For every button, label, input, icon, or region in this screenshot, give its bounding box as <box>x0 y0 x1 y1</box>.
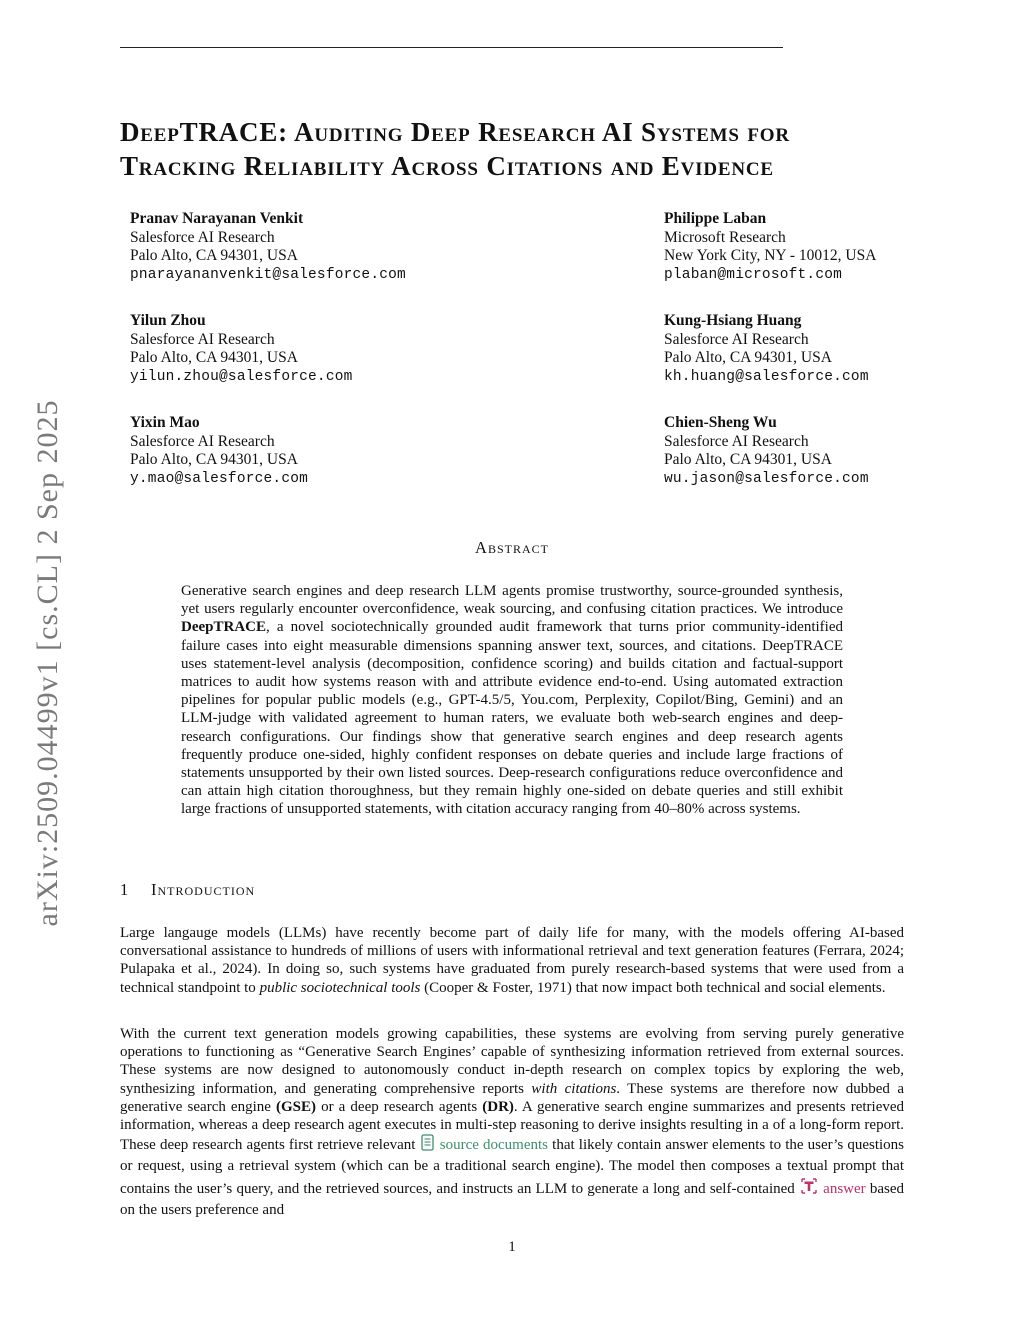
page-number: 1 <box>508 1239 516 1255</box>
author-3 <box>130 312 470 386</box>
abstract-text: , a novel sociotechnically grounded audit framework that turns prior community-identified failure cases into eight measurable dimensions spanning answer text, sources, and citations. DeepTRACE uses statement-level analysis (decomposition, confidence scoring) and builds citation and factual-support matrices to audit how systems reason with and attribute evidence end-to-end. Using automated extraction pipelines for popular public models (e.g., GPT-4.5/5, You.com, Perplexity, Copilot/Bing, Gemini) and an LLM-judge with validated agreement to human raters, we evaluate both web-search engines and deep-research configurations. Our findings show that generative search engines and deep research agents frequently produce one-sided, highly confident responses on debate queries and include large fractions of statements unsupported by their own listed sources. Deep-research configurations reduce overconfidence and can attain high citation thoroughness, but they remain highly one-sided on debate queries and still exhibit large fractions of unsupported statements, with citation accuracy ranging from 40–80% across systems. <box>181 619 843 818</box>
paragraph-text: Large langauge models (LLMs) have recently become part of daily life for many, with the models offering AI-based conversational assistance to hundreds of millions of users with informational retrieval and text generation features (Ferrara, 2024; Pulapaka et al., 2024). In doing so, such systems have graduated from purely research-based systems that were used from a technical standpoint to <box>120 925 904 996</box>
arxiv-identifier[interactable]: arXiv:2509.04499v1 [cs.CL] 2 Sep 2025 <box>31 399 64 927</box>
author-affiliation: Salesforce AI Research <box>664 330 809 348</box>
title-line-1: DeepTRACE: Auditing Deep Research AI Systems for <box>120 117 790 147</box>
source-documents-link[interactable]: source documents <box>439 1137 549 1154</box>
author-name: Yixin Mao <box>130 414 200 431</box>
author-email[interactable]: pnarayananvenkit@salesforce.com <box>130 266 406 283</box>
paper-title <box>120 115 920 183</box>
dr-term: (DR) <box>482 1098 514 1115</box>
top-rule <box>120 47 783 48</box>
author-email[interactable]: plaban@microsoft.com <box>664 266 843 283</box>
author-email[interactable]: kh.huang@salesforce.com <box>664 368 869 385</box>
paragraph-text: (Cooper & Foster, 1971) that now impact both technical and social elements. <box>420 979 886 996</box>
author-affiliation: Microsoft Research <box>664 228 786 246</box>
paragraph-text: based on the users preference and <box>120 1180 905 1218</box>
paragraph-text: that likely contain answer elements to the user’s questions or request, using a retrieval system (which can be a traditional search engine). The model then composes a textual prompt that contains the user’s query, and the retrieved sources, and instructs an LLM to generate a long and self-contained <box>120 1137 905 1197</box>
gse-term: (GSE) <box>276 1098 317 1115</box>
author-address: Palo Alto, CA 94301, USA <box>130 451 298 468</box>
answer-link[interactable]: answer <box>823 1180 866 1197</box>
author-address: Palo Alto, CA 94301, USA <box>130 349 298 366</box>
author-4 <box>664 312 1004 386</box>
section-title: Introduction <box>151 880 256 899</box>
author-affiliation: Salesforce AI Research <box>130 432 275 450</box>
author-address: Palo Alto, CA 94301, USA <box>664 349 832 366</box>
author-address: New York City, NY - 10012, USA <box>664 247 877 264</box>
author-name: Philippe Laban <box>664 210 767 227</box>
intro-paragraph-1 <box>120 924 904 997</box>
paragraph-italic: with citations <box>531 1080 617 1097</box>
intro-paragraph-2 <box>120 1025 904 1219</box>
author-5 <box>130 414 470 488</box>
author-affiliation: Salesforce AI Research <box>664 432 809 450</box>
author-address: Palo Alto, CA 94301, USA <box>130 247 298 264</box>
paragraph-italic: public sociotechnical tools <box>259 979 421 996</box>
document-stack-icon <box>420 1134 436 1157</box>
author-email[interactable]: yilun.zhou@salesforce.com <box>130 368 353 385</box>
section-heading <box>120 880 255 900</box>
abstract-text: Generative search engines and deep research LLM agents promise trustworthy, source-grounded synthesis, yet users regularly encounter overconfidence, weak sourcing, and confusing citation practices. We introduce <box>181 583 843 618</box>
abstract-body <box>181 582 843 819</box>
abstract-bold-term: DeepTRACE <box>181 619 266 636</box>
author-6 <box>664 414 1004 488</box>
text-answer-icon <box>799 1176 819 1201</box>
author-2 <box>664 210 1004 284</box>
author-address: Palo Alto, CA 94301, USA <box>664 451 832 468</box>
author-name: Pranav Narayanan Venkit <box>130 210 304 227</box>
author-affiliation: Salesforce AI Research <box>130 228 275 246</box>
abstract-heading: Abstract <box>475 538 549 557</box>
author-email[interactable]: y.mao@salesforce.com <box>130 470 309 487</box>
author-name: Chien-Sheng Wu <box>664 414 777 431</box>
paragraph-text: or a deep research agents <box>316 1098 483 1115</box>
title-line-2: Tracking Reliability Across Citations and Evidence <box>120 151 774 181</box>
section-number: 1 <box>120 880 130 899</box>
paragraph-text: . A generative search engine summarizes and presents retrieved information, whereas a deep research agent executes in multi-step reasoning to derive insights resulting in a of a long-form report. These deep research agents first retrieve relevant <box>120 1098 905 1154</box>
author-email[interactable]: wu.jason@salesforce.com <box>664 470 869 487</box>
paragraph-text: . These systems are therefore now dubbed a generative search engine <box>120 1080 904 1115</box>
author-name: Yilun Zhou <box>130 312 206 329</box>
author-name: Kung-Hsiang Huang <box>664 312 802 329</box>
author-affiliation: Salesforce AI Research <box>130 330 275 348</box>
author-1 <box>130 210 470 284</box>
paragraph-text: With the current text generation models growing capabilities, these systems are evolving from serving purely generative operations to functioning as “Generative Search Engines’ capable of synthesizing information retrieved from external sources. These systems are now designed to autonomously conduct in-depth research on complex topics by exploring the web, synthesizing information, and generating comprehensive reports <box>120 1026 904 1097</box>
